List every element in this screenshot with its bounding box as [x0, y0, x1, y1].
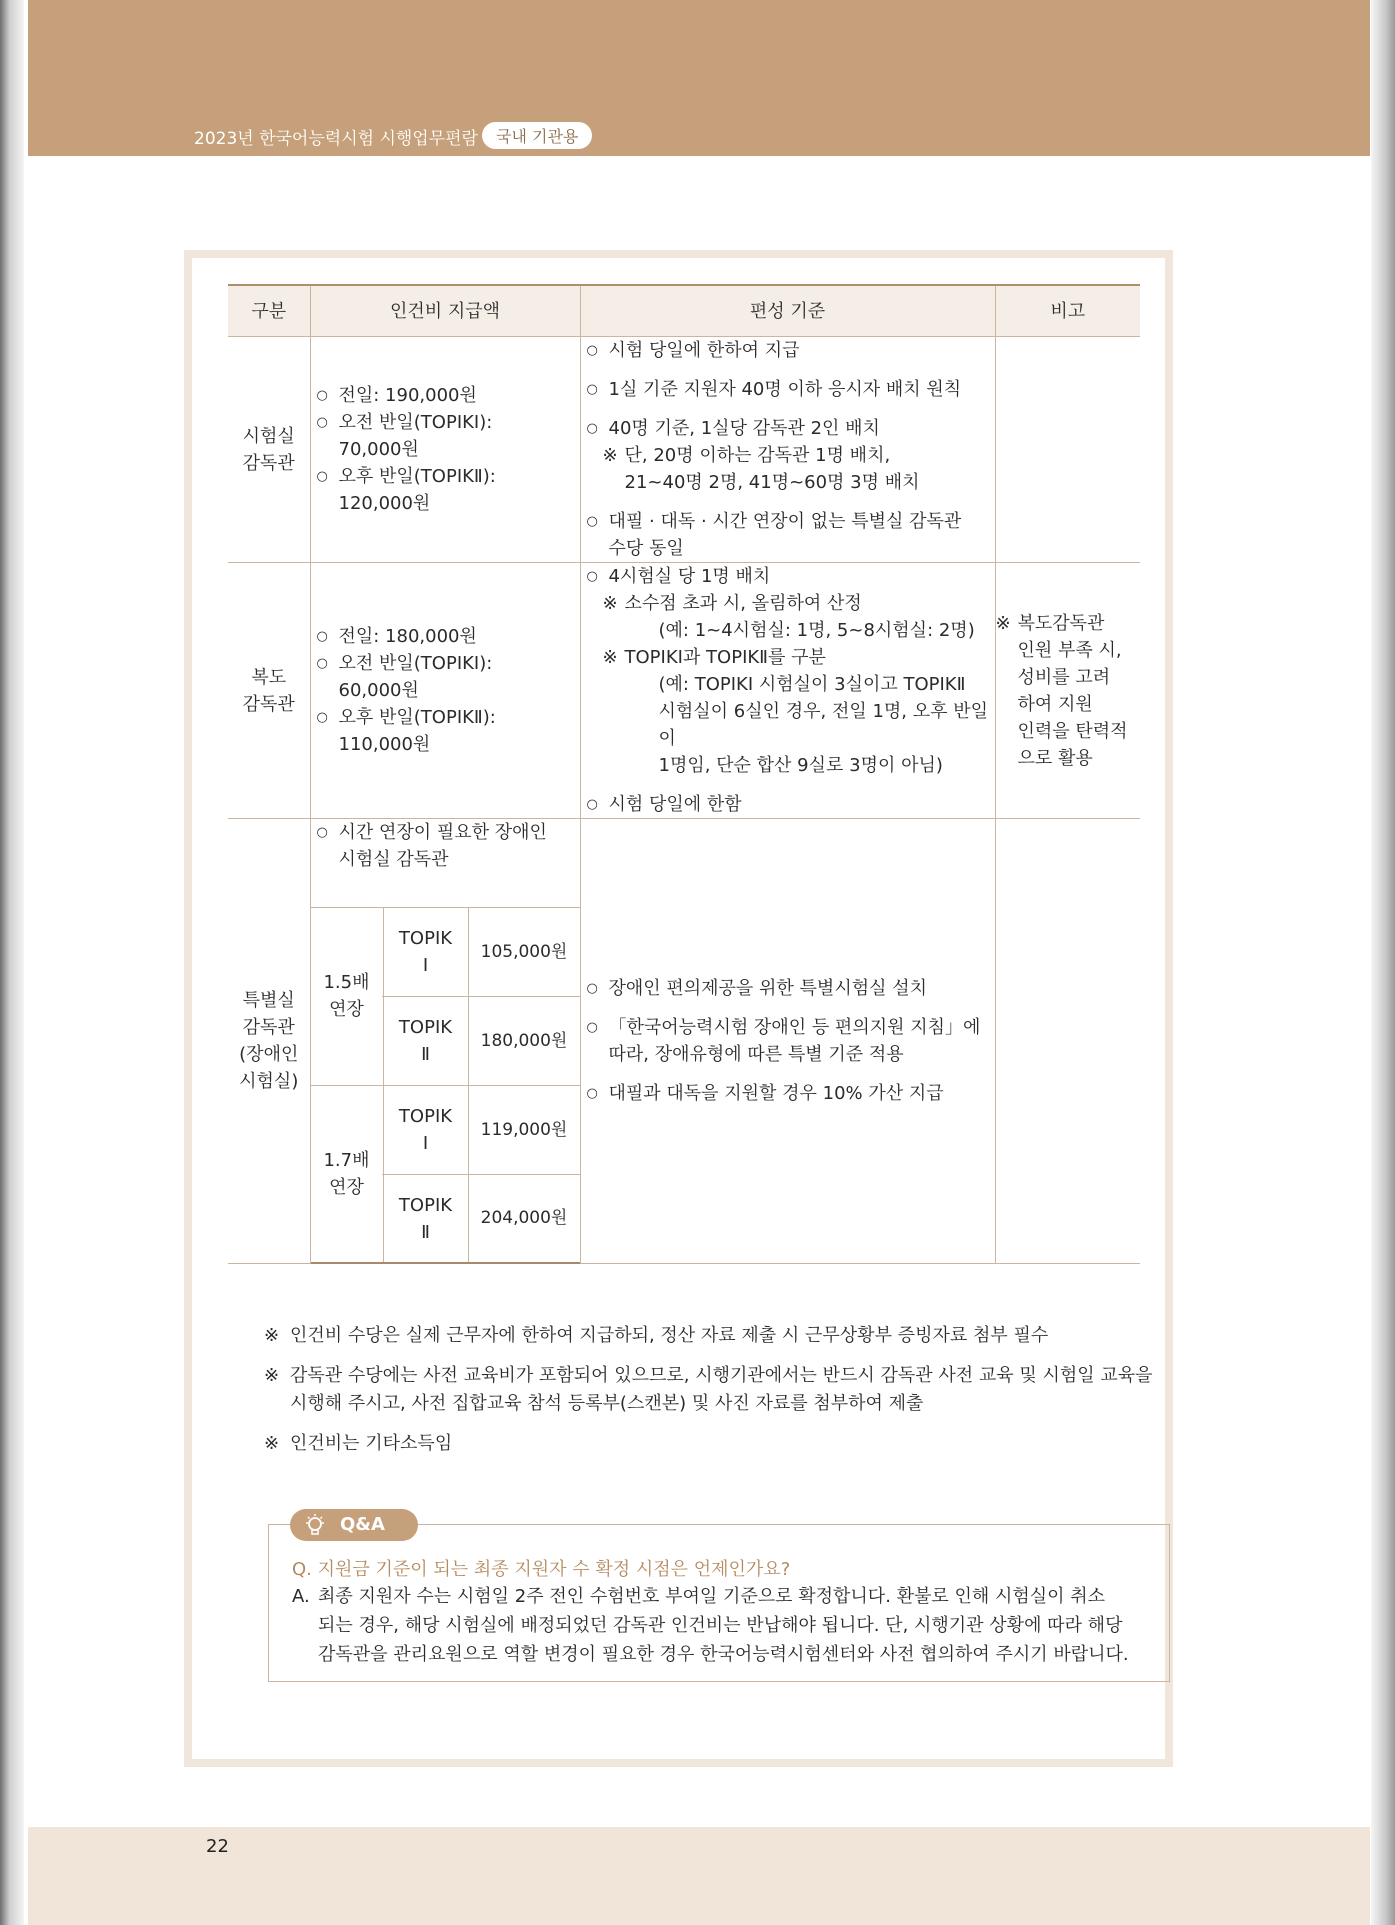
pay-line: 120,000원: [338, 493, 431, 514]
standard-item: [581, 1014, 995, 1068]
standard-line: ○ 대필과 대독을 지원할 경우 10% 가산 지급: [608, 1083, 944, 1104]
special-amount-cell: [310, 1086, 580, 1198]
special-amount-cell: [310, 908, 580, 1020]
remark-line: ※ 복도감독관: [1017, 612, 1105, 634]
qa-answer-lead: A.: [292, 1586, 310, 1607]
footnotes: [264, 1322, 1184, 1470]
subtable-row: [311, 908, 580, 996]
pay-item: [311, 623, 580, 650]
remark-line: 으로 활용: [1017, 747, 1093, 769]
pay-line: ○ 오전 반일(TOPIKⅠ):: [338, 412, 493, 433]
level-line: Ⅱ: [421, 1044, 430, 1065]
standard-cell: [580, 337, 995, 563]
example-line: (예: TOPIKⅠ 시험실이 3실이고 TOPIKⅡ: [658, 674, 966, 695]
standard-line: 따라, 장애유형에 따른 특별 기준 적용: [608, 1044, 904, 1065]
footnote-line: 시행해 주시고, 사전 집합교육 참석 등록부(스캔본) 및 사진 자료를 첨부하여 제출: [290, 1393, 924, 1414]
note-line: ※ 단, 20명 이하는 감독관 1명 배치,: [624, 445, 891, 466]
extension-subtable: [311, 997, 580, 1085]
extension-label: [311, 908, 384, 1020]
standard-note: [589, 442, 995, 496]
label-divider-cover: [311, 1173, 382, 1176]
level-line: Ⅱ: [421, 1221, 430, 1243]
standard-item: [581, 337, 995, 364]
qa-question: Q. 지원금 기준이 되는 최종 지원자 수 확정 시점은 언제인가요?: [292, 1559, 791, 1580]
qa-answer: [292, 1582, 1152, 1669]
category-cell: [228, 563, 310, 819]
extension-line: 연장: [329, 1177, 364, 1198]
pay-cell: [310, 563, 580, 819]
qa-badge-label: Q&A: [340, 1514, 385, 1535]
footnote: [264, 1362, 1184, 1418]
standard-item: [581, 1080, 995, 1107]
extension-line: 1.5배: [323, 972, 370, 993]
pay-line: 110,000원: [338, 734, 431, 755]
standard-line: ○ 「한국어능력시험 장애인 등 편의지원 지침」에: [608, 1017, 981, 1038]
category-line: 시험실: [242, 425, 295, 447]
amount: 119,000원: [480, 1119, 568, 1140]
extension-label: [311, 997, 384, 1085]
footnote-line: ※ 인건비 수당은 실제 근무자에 한하여 지급하되, 정산 자료 제출 시 근무상황부 증빙자료 첨부 필수: [290, 1325, 1049, 1346]
standard-list: [581, 563, 995, 818]
table-row: [228, 819, 1140, 908]
category-line: 시험실): [239, 1071, 299, 1092]
intro-line: 시험실 감독관: [338, 849, 449, 870]
book-spine-left: [0, 0, 24, 1925]
pay-line: 60,000원: [338, 680, 419, 701]
subtable-row: [311, 1175, 580, 1263]
standard-item: [581, 508, 995, 562]
topik-level: [383, 1086, 468, 1174]
standard-line: ○ 40명 기준, 1실당 감독관 2인 배치: [608, 418, 880, 439]
pay-list: [311, 382, 580, 517]
lightbulb-icon: [304, 1513, 326, 1542]
footer-band: [28, 1827, 1370, 1925]
pay-line: ○ 오후 반일(TOPIKⅡ):: [338, 466, 496, 487]
column-header: 인건비 지급액: [310, 285, 580, 337]
standard-line: ○ 시험 당일에 한하여 지급: [608, 340, 800, 361]
pay-line: ○ 오후 반일(TOPIKⅡ):: [338, 707, 496, 728]
standard-line: ○ 장애인 편의제공을 위한 특별시험실 설치: [608, 978, 927, 999]
header-badge: 국내 기관용: [482, 122, 592, 149]
extension-subtable: [311, 908, 580, 1020]
extension-label: [311, 1175, 384, 1263]
subtable-row: [311, 1086, 580, 1174]
remark-cell: [995, 337, 1140, 563]
page-number: 22: [206, 1836, 229, 1857]
note-line: ※ TOPIKⅠ과 TOPIKⅡ를 구분: [624, 647, 826, 668]
amount: 105,000원: [480, 941, 568, 962]
pay-item: [311, 650, 580, 704]
special-intro-cell: [310, 819, 580, 908]
special-amount-cell: [310, 1175, 580, 1264]
table-row: [228, 563, 1140, 819]
extension-label: [311, 1086, 384, 1198]
remark-cell: [995, 563, 1140, 819]
amount: 204,000원: [468, 1175, 580, 1263]
standard-cell: [580, 819, 995, 1264]
standard-item: [581, 975, 995, 1002]
standard-line: ○ 4시험실 당 1명 배치: [608, 566, 771, 587]
header-title: 2023년 한국어능력시험 시행업무편람: [194, 129, 478, 149]
standard-item: [581, 563, 995, 779]
standard-list: [581, 337, 995, 562]
footnote: [264, 1322, 1184, 1350]
example-line: 시험실이 6실인 경우, 전일 1명, 오후 반일이: [658, 701, 988, 749]
standard-line: ○ 시험 당일에 한함: [608, 794, 742, 815]
extension-line: 연장: [329, 999, 364, 1020]
book-spine-right: [1371, 0, 1395, 1925]
category-line: (장애인: [239, 1044, 299, 1065]
category-line: 특별실: [242, 990, 295, 1011]
note-example: [625, 617, 995, 644]
intro-line: ○ 시간 연장이 필요한 장애인: [338, 822, 547, 843]
column-header: 편성 기준: [580, 285, 995, 337]
column-header: 비고: [995, 285, 1140, 337]
topik-level: [383, 908, 468, 996]
standard-line: ○ 대필 · 대독 · 시간 연장이 없는 특별실 감독관: [608, 511, 962, 532]
standard-item: [581, 376, 995, 403]
remark-cell: [995, 819, 1140, 1264]
subtable-row: [311, 997, 580, 1085]
category-line: 감독관: [242, 452, 295, 474]
category-cell: [228, 337, 310, 563]
pay-line: ○ 전일: 180,000원: [338, 626, 477, 647]
remark-line: 인력을 탄력적: [1017, 720, 1128, 742]
pay-item: [311, 409, 580, 463]
qa-badge: [290, 1509, 418, 1541]
pay-line: ○ 전일: 190,000원: [338, 385, 477, 406]
table-row: [228, 337, 1140, 563]
standard-cell: [580, 563, 995, 819]
standard-item: [581, 791, 995, 818]
special-amount-cell: [310, 997, 580, 1086]
answer-line: 감독관을 관리요원으로 역할 변경이 필요한 경우 한국어능력시험센터와 사전 협의하여 주시기 바랍니다.: [318, 1644, 1129, 1665]
remark-line: 하여 지원: [1017, 693, 1093, 715]
header-band: [28, 0, 1370, 156]
answer-line: 되는 경우, 해당 시험실에 배정되었던 감독관 인건비는 반납해야 됩니다. 단, 시행기관 상황에 따라 해당: [318, 1615, 1123, 1636]
topik-level: [383, 997, 468, 1085]
answer-line: 최종 지원자 수는 시험일 2주 전인 수험번호 부여일 기준으로 확정합니다. 환불로 인해 시험실이 취소: [318, 1586, 1106, 1607]
category-cell: [228, 819, 310, 1264]
pay-list: [311, 623, 580, 758]
level-line: TOPIK: [398, 1194, 453, 1216]
extension-line: 1.7배: [323, 1150, 370, 1171]
level-line: Ⅰ: [422, 955, 429, 976]
example-line: (예: 1~4시험실: 1명, 5~8시험실: 2명): [658, 620, 975, 641]
pay-item: [311, 382, 580, 409]
special-intro-list: [311, 819, 580, 873]
remark-line: 성비를 고려: [1017, 666, 1111, 688]
example-line: 1명임, 단순 합산 9실로 3명이 아님): [658, 755, 943, 776]
remark-note: [996, 610, 1141, 772]
standard-line: ○ 1실 기준 지원자 40명 이하 응시자 배치 원칙: [608, 379, 962, 400]
category-line: 감독관: [242, 1017, 295, 1038]
level-line: TOPIK: [398, 1106, 453, 1127]
note-example: [625, 671, 995, 779]
standard-note: [589, 644, 995, 779]
personnel-cost-table: [228, 284, 1140, 1264]
special-intro-item: [311, 819, 580, 873]
pay-line: ○ 오전 반일(TOPIKⅠ):: [338, 653, 493, 674]
pay-line: 70,000원: [338, 439, 419, 460]
pay-item: [311, 463, 580, 517]
table-header-row: [228, 285, 1140, 337]
level-line: TOPIK: [398, 928, 453, 949]
pay-cell: [310, 337, 580, 563]
level-line: Ⅰ: [422, 1133, 429, 1154]
note-line: 21~40명 2명, 41명~60명 3명 배치: [624, 472, 920, 493]
standard-line: 수당 동일: [608, 538, 684, 559]
pay-item: [311, 704, 580, 758]
footnote-line: ※ 인건비는 기타소득임: [290, 1433, 453, 1454]
note-line: ※ 소수점 초과 시, 올림하여 산정: [624, 593, 862, 614]
footnote: [264, 1430, 1184, 1458]
remark-line: 인원 부족 시,: [1017, 639, 1122, 661]
level-line: TOPIK: [398, 1017, 453, 1038]
extension-subtable: [311, 1086, 580, 1198]
standard-list: [581, 975, 995, 1107]
amount: 180,000원: [480, 1030, 568, 1051]
label-divider-cover: [311, 995, 382, 998]
footnote-line: ※ 감독관 수당에는 사전 교육비가 포함되어 있으므로, 시행기관에서는 반드시 감독관 사전 교육 및 시험일 교육을: [290, 1365, 1153, 1386]
column-header: 구분: [228, 285, 310, 337]
standard-note: [589, 590, 995, 644]
standard-item: [581, 415, 995, 496]
topik-level: [383, 1175, 468, 1263]
category-line: 복도: [251, 666, 287, 688]
extension-subtable: [311, 1175, 580, 1263]
category-line: 감독관: [242, 693, 295, 715]
